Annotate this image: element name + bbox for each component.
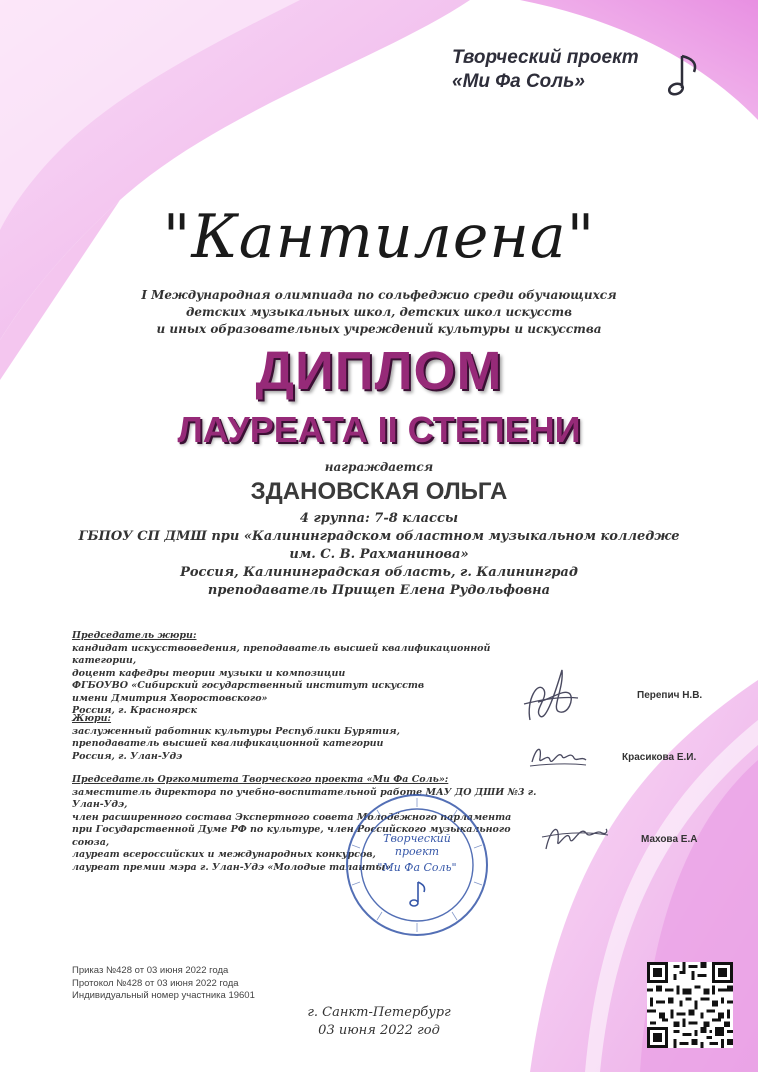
diploma-heading: ДИПЛОМ xyxy=(255,341,503,401)
olympiad-line1: I Международная олимпиада по сольфеджио среди обучающихся xyxy=(141,288,617,302)
jury-chair-line: доцент кафедры теории музыки и композиции xyxy=(72,667,346,679)
org-chair-line: член расширенного состава Экспертного совета Молодёжного парламента xyxy=(72,811,512,823)
music-note-icon xyxy=(664,50,704,100)
order-line2: Протокол №428 от 03 июня 2022 года xyxy=(72,977,239,989)
info-school2: им. С. В. Рахманинова» xyxy=(289,547,469,562)
org-chair-line: заместитель директора по учебно-воспитательной работе МАУ ДО ДШИ №3 г. Улан-Удэ, xyxy=(72,786,537,810)
laureate-degree: ЛАУРЕАТА II СТЕПЕНИ xyxy=(177,409,581,450)
date-line: 03 июня 2022 год xyxy=(318,1023,440,1038)
olympiad-line2: детских музыкальных школ, детских школ искусств xyxy=(186,305,572,319)
stamp-line2: проект xyxy=(394,845,440,858)
org-chair-line: при Государственной Думе РФ по культуре, член Российского музыкального союза, xyxy=(72,824,511,848)
org-chair-head: Председатель Оргкомитета Творческого проекта «Ми Фа Соль»: xyxy=(72,774,449,785)
jury-signer: Красикова Е.И. xyxy=(622,752,697,763)
jury-chair-signer: Перепич Н.В. xyxy=(637,690,703,701)
seal-stamp xyxy=(342,790,492,940)
jury-line: преподаватель высшей квалификационной категории xyxy=(72,738,384,749)
project-header xyxy=(452,46,639,94)
awarded-label: награждается xyxy=(324,460,434,474)
recipient-name: ЗДАНОВСКАЯ ОЛЬГА xyxy=(250,478,508,505)
org-chair-line: лауреат всероссийских и международных конкурсов, xyxy=(72,849,376,860)
jury-line: заслуженный работник культуры Республики Бурятия, xyxy=(72,725,400,737)
stamp-line1: Творческий xyxy=(383,832,451,845)
jury-line: Россия, г. Улан-Удэ xyxy=(72,750,183,762)
order-info xyxy=(72,965,392,1003)
info-location: Россия, Калининградская область, г. Калининград xyxy=(180,565,578,580)
signature-makhova xyxy=(540,815,610,857)
jury-block xyxy=(72,713,512,763)
info-school1: ГБПОУ СП ДМШ при «Калининградском областном музыкальном колледже xyxy=(78,529,680,544)
jury-chair-line: кандидат искусствоведения, преподаватель высшей квалификационной категории, xyxy=(72,642,491,666)
org-chair-line: лауреат премии мэра г. Улан-Удэ «Молодые таланты» xyxy=(72,861,392,873)
project-line1: Творческий проект xyxy=(452,47,639,68)
signature-krasikova xyxy=(528,738,588,772)
jury-chair-head: Председатель жюри: xyxy=(72,630,197,641)
org-chair-signer: Махова Е.А xyxy=(641,834,698,845)
city-line: г. Санкт-Петербург xyxy=(307,1005,451,1020)
info-group: 4 группа: 7-8 классы xyxy=(299,511,459,526)
competition-title: "Кантилена" xyxy=(162,202,596,272)
order-line3: Индивидуальный номер участника 19601 xyxy=(72,990,255,1001)
city-date xyxy=(0,1004,758,1040)
stamp-line3: "Ми Фа Соль" xyxy=(377,861,457,874)
jury-chair-block xyxy=(72,630,512,718)
recipient-info xyxy=(60,510,698,600)
qr-code[interactable] xyxy=(647,962,733,1048)
stamp-note-icon xyxy=(410,882,425,906)
jury-chair-line: Россия, г. Красноярск xyxy=(72,705,197,716)
jury-chair-line: ФГБОУВО «Сибирский государственный институт искусств xyxy=(72,680,425,691)
signature-perepich xyxy=(520,660,580,732)
order-line1: Приказ №428 от 03 июня 2022 года xyxy=(72,965,229,976)
olympiad-line3: и иных образовательных учреждений культуры и искусства xyxy=(156,322,602,336)
project-line2: «Ми Фа Соль» xyxy=(452,71,585,92)
info-teacher: преподаватель Прищеп Елена Рудольфовна xyxy=(207,583,551,598)
olympiad-description xyxy=(60,287,698,338)
jury-head: Жюри: xyxy=(72,713,112,724)
jury-chair-line: имени Дмитрия Хворостовского» xyxy=(72,692,268,704)
